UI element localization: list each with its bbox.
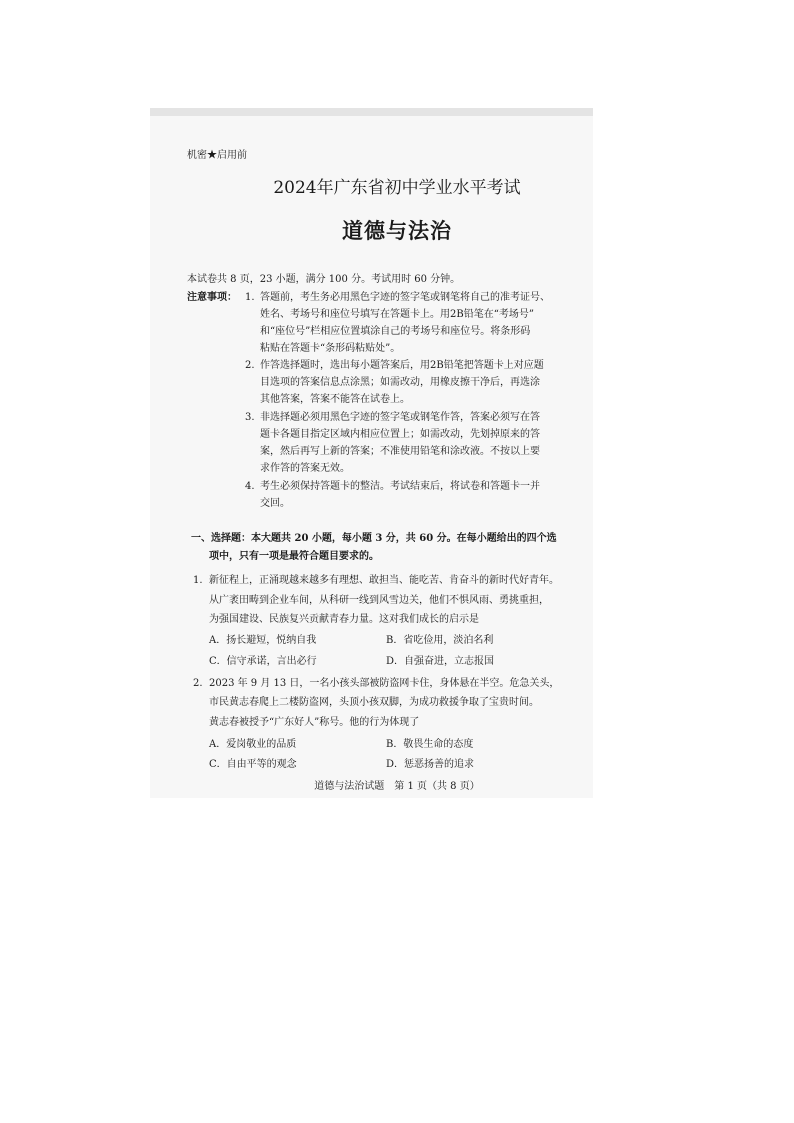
note-line: 求作答的答案无效。 <box>260 463 350 474</box>
note-line: 目选项的答案信息点涂黑；如需改动，用橡皮擦干净后，再选涂 <box>260 377 540 388</box>
note-number: 3. <box>245 412 255 423</box>
question-line: 市民黄志春爬上二楼防盗网，头顶小孩双脚，为成功救援争取了宝贵时间。 <box>209 697 539 708</box>
note-number: 1. <box>245 292 255 303</box>
subject-title: 道德与法治 <box>342 218 452 243</box>
option-c: C．自由平等的观念 <box>209 759 297 770</box>
notice-label: 注意事项： <box>187 292 237 303</box>
note-line: 和“座位号”栏相应位置填涂自己的考场号和座位号。将条形码 <box>260 326 531 337</box>
question-line: 新征程上，正涌现越来越多有理想、敢担当、能吃苦、肯奋斗的新时代好青年。 <box>209 575 559 586</box>
option-c: C．信守承诺，言出必行 <box>209 656 317 667</box>
option-d: D．惩恶扬善的追求 <box>386 759 475 770</box>
section-heading: 项中，只有一项是最符合题目要求的。 <box>209 551 379 562</box>
option-d: D．自强奋进，立志报国 <box>386 656 495 667</box>
note-line: 其他答案，答案不能答在试卷上。 <box>260 394 410 405</box>
option-b: B．省吃俭用，淡泊名利 <box>386 635 494 646</box>
note-number: 2. <box>245 360 255 371</box>
note-line: 非选择题必须用黑色字迹的签字笔或钢笔作答，答案必须写在答 <box>260 412 540 423</box>
question-line: 为强国建设、民族复兴贡献青春力量。这对我们成长的启示是 <box>209 614 479 625</box>
option-a: A．爱岗敬业的品质 <box>209 739 297 750</box>
note-line: 答题前，考生务必用黑色字迹的签字笔或钢笔将自己的准考证号、 <box>260 292 550 303</box>
option-a: A．扬长避短，悦纳自我 <box>209 635 317 646</box>
question-line: 从广袤田畴到企业车间，从科研一线到风雪边关，他们不惧风雨、勇挑重担， <box>209 595 549 606</box>
section-heading: 一、选择题：本大题共 20 小题，每小题 3 分，共 60 分。在每小题给出的四个选 <box>191 533 557 544</box>
option-b: B．敬畏生命的态度 <box>386 739 474 750</box>
question-number: 1. <box>193 575 203 586</box>
question-line: 2023 年 9 月 13 日，一名小孩头部被防盗网卡住，身体悬在半空。危急关头， <box>209 678 560 689</box>
summary-line: 本试卷共 8 页，23 小题，满分 100 分。考试用时 60 分钟。 <box>187 274 461 285</box>
note-line: 姓名、考场号和座位号填写在答题卡上。用2B铅笔在“考场号” <box>260 309 534 320</box>
note-number: 4. <box>245 481 255 492</box>
page-footer: 道德与法治试题 第 1 页（共 8 页） <box>314 781 480 792</box>
note-line: 交回。 <box>260 498 290 509</box>
question-line: 黄志春被授予“广东好人”称号。他的行为体现了 <box>209 717 420 728</box>
note-line: 题卡各题目指定区域内相应位置上；如需改动，先划掉原来的答 <box>260 429 540 440</box>
note-line: 考生必须保持答题卡的整洁。考试结束后，将试卷和答题卡一并 <box>260 481 540 492</box>
question-number: 2. <box>193 678 203 689</box>
secret-label: 机密★启用前 <box>187 150 247 161</box>
note-line: 案，然后再写上新的答案；不准使用铅笔和涂改液。不按以上要 <box>260 446 540 457</box>
note-line: 作答选择题时，选出每小题答案后，用2B铅笔把答题卡上对应题 <box>260 360 544 371</box>
exam-title: 2024年广东省初中学业水平考试 <box>273 178 521 198</box>
scan-edge <box>150 108 593 116</box>
note-line: 粘贴在答题卡“条形码粘贴处”。 <box>260 343 401 354</box>
